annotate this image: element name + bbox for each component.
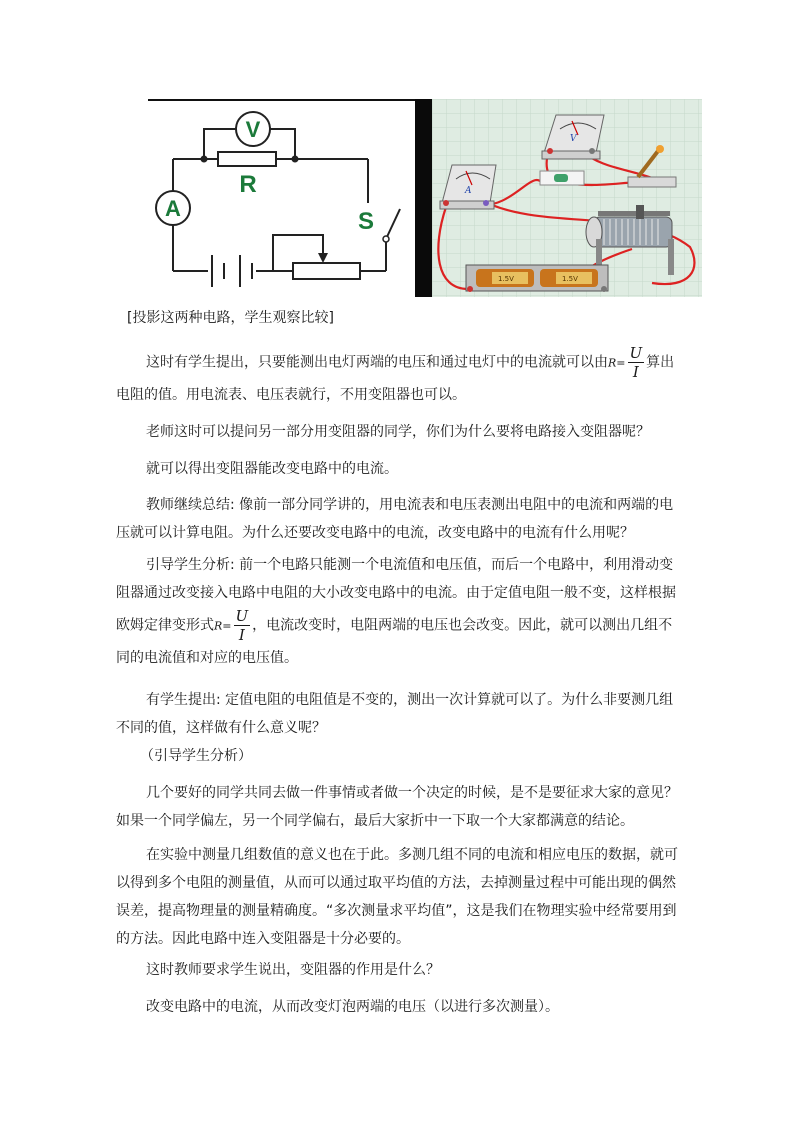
- p8-line1: 几个要好的同学共同去做一件事情或者做一个决定的时候，是不是要征求大家的意见？: [146, 785, 678, 801]
- p6-line1: 有学生提出: 定值电阻的电阻值是不变的，测出一次计算就可以了。为什么非要测几组: [146, 692, 674, 708]
- paragraph-6: [116, 686, 706, 742]
- battery-cells: [212, 255, 252, 287]
- junction-dot: [292, 156, 299, 163]
- p5-line1: 引导学生分析: 前一个电路只能测一个电流值和电压值，而后一个电路中，利用滑动变: [146, 557, 674, 573]
- circuit-schematic: [148, 101, 415, 299]
- paragraph-9: [116, 841, 706, 953]
- p9-line4: 的方法。因此电路中连入变阻器是十分必要的。: [116, 931, 410, 947]
- paragraph-5: [116, 551, 706, 672]
- formula-denominator-2: I: [238, 626, 245, 644]
- formula-lhs-2: R=: [214, 619, 232, 633]
- battery-1-label: 1.5V: [498, 275, 514, 283]
- p10-text: 这时教师要求学生说出，变阻器的作用是什么？: [146, 962, 440, 978]
- resistor-symbol: [218, 152, 276, 166]
- p5-line4: 同的电流值和对应的电压值。: [116, 650, 298, 666]
- p1-text-before: 这时有学生提出，只要能测出电灯两端的电压和通过电灯中的电流就可以由: [146, 354, 608, 371]
- paragraph-7: [116, 742, 706, 770]
- paragraph-8: [116, 779, 706, 835]
- figure-divider: [415, 99, 432, 297]
- p1-line2: 电阻的值。用电流表、电压表就行，不用变阻器也可以。: [116, 387, 466, 403]
- p2-text: 老师这时可以提问另一部分用变阻器的同学，你们为什么要将电路接入变阻器呢？: [146, 424, 650, 440]
- p9-line2: 以得到多个电阻的测量值，从而可以通过取平均值的方法，去掉测量过程中可能出现的偶然: [116, 875, 676, 891]
- paragraph-1: [116, 344, 706, 409]
- battery-holder: [466, 265, 608, 292]
- p7-text: （引导学生分析）: [140, 748, 252, 764]
- p3-text: 就可以得出变阻器能改变电路中的电流。: [146, 461, 398, 477]
- formula-fraction: [628, 344, 645, 381]
- slider-arrow: [318, 253, 328, 263]
- voltmeter-label: V: [245, 117, 261, 142]
- p1-text-after: 算出: [646, 354, 675, 371]
- circuit-diagram: [148, 99, 415, 299]
- p5-line3-after: ，电流改变时，电阻两端的电压也会改变。因此，就可以测出几组不: [252, 617, 673, 634]
- paragraph-4: [116, 491, 706, 547]
- paragraph-3: [116, 455, 706, 483]
- p5-line2: 阻器通过改变接入电路中电阻的大小改变电路中的电流。由于定值电阻一般不变，这样根据: [116, 585, 676, 601]
- rheostat-symbol: [293, 263, 360, 279]
- formula-denominator: I: [632, 363, 639, 381]
- p5-line3-before: 欧姆定律变形式: [116, 617, 214, 634]
- junction-dot: [201, 156, 208, 163]
- formula-numerator: U: [629, 344, 643, 362]
- formula-numerator-2: U: [235, 607, 249, 625]
- p9-line1: 在实验中测量几组数值的意义也在于此。多测几组不同的电流和相应电压的数据，就可: [146, 847, 678, 863]
- voltmeter-dial-label: V: [570, 134, 577, 144]
- circuit-figure: [148, 99, 702, 297]
- switch-contact: [383, 236, 389, 242]
- p9-line3: 误差，提高物理量的测量精确度。“多次测量求平均值”，这是我们在物理实验中经常要用到: [116, 903, 677, 919]
- p4-line2: 压就可以计算电阻。为什么还要改变电路中的电流，改变电路中的电流有什么用呢？: [116, 525, 634, 541]
- paragraph-11: [116, 993, 706, 1021]
- p11-text: 改变电路中的电流，从而改变灯泡两端的电压（以进行多次测量）。: [146, 999, 559, 1015]
- paragraph-10: [116, 956, 706, 984]
- apparatus-illustration: [432, 99, 702, 297]
- apparatus-photo: [432, 99, 702, 297]
- ammeter-dial-label: A: [465, 186, 472, 196]
- ammeter-label: A: [165, 196, 181, 221]
- switch-label: S: [357, 208, 375, 235]
- p6-line2: 不同的值，这样做有什么意义呢？: [116, 720, 326, 736]
- figure-caption: [投影这两种电路，学生观察比较]: [127, 310, 334, 326]
- formula-fraction-2: [234, 607, 251, 644]
- p8-line2: 如果一个同学偏左，另一个同学偏右，最后大家折中一下取一个大家都满意的结论。: [116, 813, 634, 829]
- formula-lhs: R=: [608, 356, 626, 370]
- p4-line1: 教师继续总结: 像前一部分同学讲的，用电流表和电压表测出电阻中的电流和两端的电: [146, 497, 674, 513]
- paragraph-2: [116, 418, 706, 446]
- resistor-label: R: [239, 171, 257, 198]
- battery-2-label: 1.5V: [562, 275, 578, 283]
